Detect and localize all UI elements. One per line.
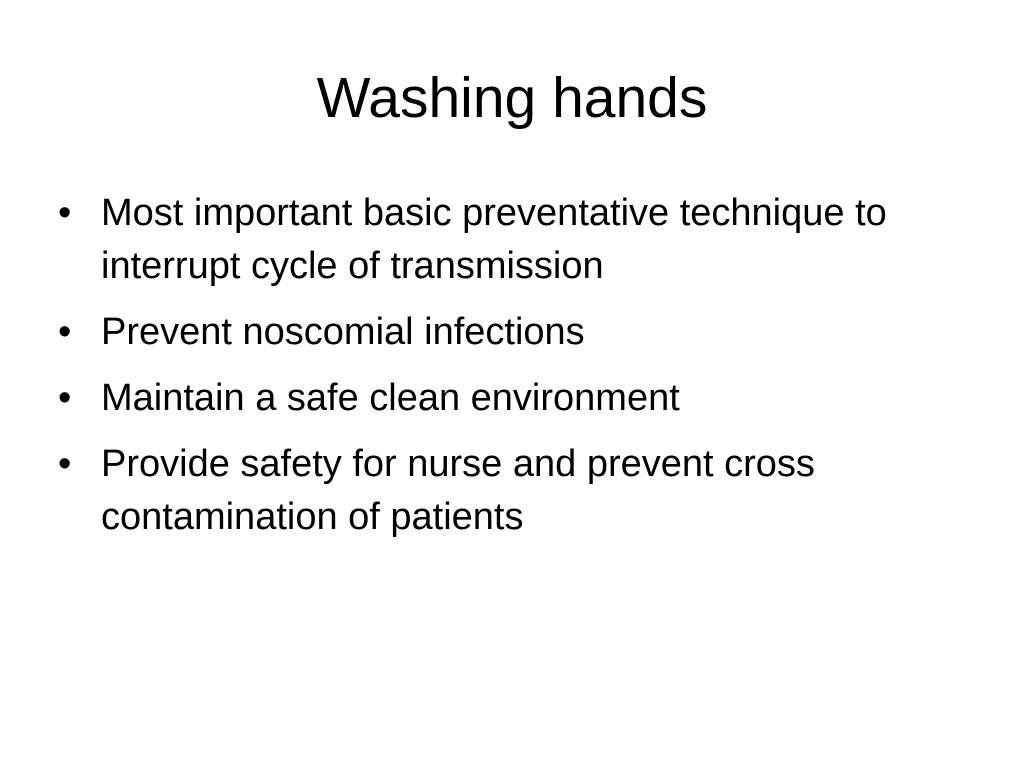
bullet-text: Prevent noscomial infections xyxy=(101,311,585,353)
bullet-item xyxy=(58,306,998,359)
bullet-item xyxy=(58,372,998,425)
bullet-icon: • xyxy=(58,443,72,485)
bullet-text: Maintain a safe clean environment xyxy=(101,377,680,419)
bullet-item xyxy=(58,187,998,293)
bullet-icon: • xyxy=(58,311,72,353)
bullet-text: Most important basic preventative technique to interrupt cycle of transmission xyxy=(101,192,887,287)
slide-title: Washing hands xyxy=(316,66,708,130)
bullet-icon: • xyxy=(58,377,72,419)
bullet-list xyxy=(58,187,998,557)
bullet-text: Provide safety for nurse and prevent cross contamination of patients xyxy=(101,443,815,538)
bullet-icon: • xyxy=(58,192,72,234)
bullet-item xyxy=(58,438,998,544)
